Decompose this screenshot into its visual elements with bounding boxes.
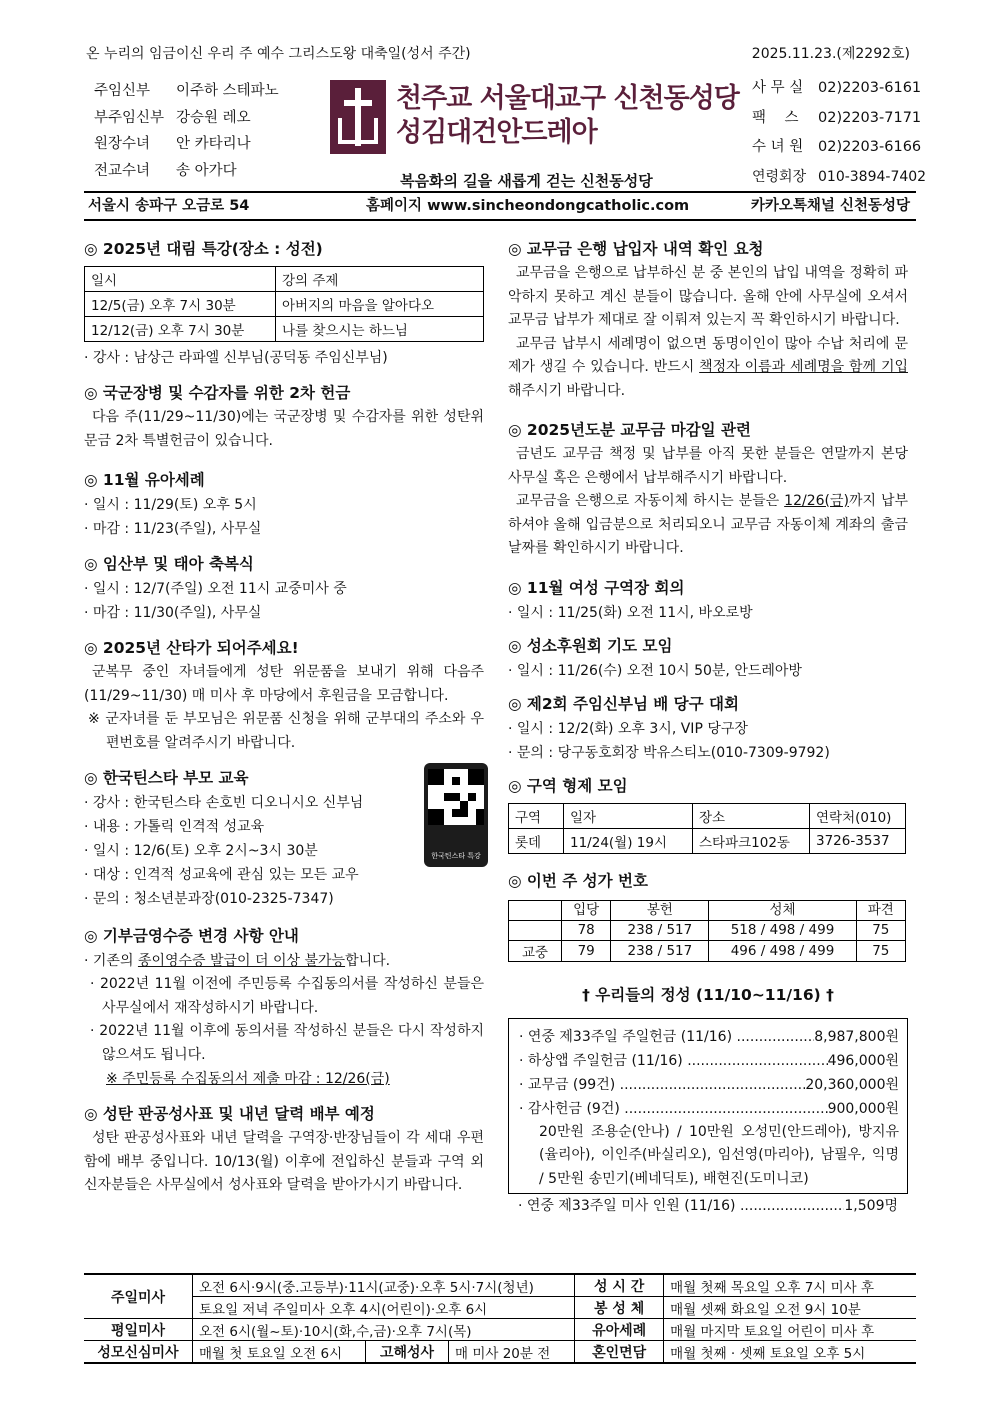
text: 해주시기 바랍니다. — [508, 382, 626, 399]
contact-value: 010-3894-7402 — [818, 168, 927, 185]
table-cell: 교중 — [509, 940, 562, 961]
offering-row — [519, 1073, 899, 1097]
table-row — [85, 292, 484, 317]
lecturer: · 강사 : 남상근 라파엘 신부님(공덕동 주임신부님) — [84, 350, 388, 366]
offering-amount: 900,000원 — [827, 1100, 899, 1117]
section-title: ◎ 성탄 판공성사표 및 내년 달력 배부 예정 — [84, 1105, 375, 1123]
address: 서울시 송파구 오금로 54 — [88, 198, 250, 214]
offering-label: · 하상앱 주일헌금 (11/16) ..... — [519, 1049, 828, 1073]
list-item: · 마감 : 11/30(주일), 사무실 — [84, 605, 262, 621]
contact-label: 팩 스 — [752, 109, 799, 126]
list-item — [84, 949, 484, 973]
schedule-label: 혼인면담 — [575, 1341, 664, 1364]
teens-block — [84, 765, 484, 915]
list-item: · 강사 : 한국틴스타 손호빈 디오니시오 신부님 — [84, 795, 364, 811]
contact-label: 연령회장 — [752, 168, 807, 185]
contact-row — [752, 74, 926, 104]
church-patron: 성김대건안드레아 — [396, 117, 597, 148]
table-cell: 아버지의 마음을 알아다오 — [276, 292, 484, 317]
staff-role: 주임신부 — [94, 83, 151, 99]
schedule-label: 주일미사 — [84, 1274, 193, 1319]
receipt-note: ※ 주민등록 수집동의서 제출 마감 : 12/26(금) — [106, 1071, 390, 1087]
table-header: 입당 — [562, 900, 611, 920]
schedule-label: 성모신심미사 — [84, 1341, 193, 1364]
staff-list — [94, 78, 279, 184]
left-column — [84, 236, 484, 1198]
table-row — [84, 1319, 916, 1341]
list-item: · 일시 : 11/29(토) 오후 5시 — [84, 497, 257, 513]
table-header: 성체 — [709, 900, 856, 920]
qr-code-icon — [428, 769, 484, 825]
schedule-value: 오전 6시·9시(중.고등부)·11시(교중)·오후 5시·7시(청년) — [193, 1274, 575, 1297]
list-item: · 일시 : 11/26(수) 오전 10시 50분, 안드레아방 — [508, 662, 802, 679]
feast-title: 온 누리의 임금이신 우리 주 예수 그리스도왕 대축일(성서 주간) — [86, 46, 471, 62]
offering-amount: 496,000원 — [827, 1052, 899, 1069]
list-item: · 일시 : 12/6(토) 오후 2시~3시 30분 — [84, 843, 318, 859]
table-row — [84, 1297, 916, 1319]
right-column — [508, 236, 908, 1218]
table-cell: 79 — [562, 940, 611, 961]
table-row — [84, 1341, 916, 1364]
underlined-text: 12/26(금) — [784, 493, 849, 509]
list-item: · 2022년 11월 이후에 동의서를 작성하신 분들은 다시 작성하지 않으셔도 됩니다. — [90, 1023, 484, 1063]
section-title: ◎ 성소후원회 기도 모임 — [508, 636, 673, 655]
staff-name: 송 아가다 — [176, 162, 237, 179]
table-row — [509, 940, 906, 961]
table-row — [509, 920, 906, 940]
staff-role: 전교수녀 — [94, 162, 151, 179]
schedule-value: 매 미사 20분 전 — [449, 1341, 575, 1364]
district-table — [508, 803, 906, 854]
offering-amount: 8,987,800원 — [814, 1028, 899, 1045]
schedule-value: 매월 첫째 목요일 오후 7시 미사 후 — [664, 1274, 916, 1297]
offering-amount: 20,360,000원 — [805, 1076, 899, 1093]
table-header-row — [509, 900, 906, 920]
text: 교무금을 은행으로 자동이체 하시는 분들은 — [516, 493, 785, 509]
list-item: · 일시 : 12/2(화) 오후 3시, VIP 당구장 — [508, 720, 748, 737]
contact-label: 수 녀 원 — [752, 139, 804, 155]
donor-list: 20만원 조용순(안나) / 10만원 오성민(안드레아), 방지유(율리아), 이인주(바실리오), 임선영(마리아), 남필우, 익명 / 5만원 송민기(베네딕토), 배현진(도미니코) — [539, 1123, 899, 1187]
list-item: · 2022년 11월 이전에 주민등록 수집동의서를 작성하신 분들은 사무실에서 재작성하시기 바랍니다. — [90, 976, 484, 1016]
table-row — [509, 828, 906, 853]
section-title: ◎ 국군장병 및 수감자를 위한 2차 헌금 — [84, 384, 351, 402]
staff-name: 이주하 스테파노 — [176, 83, 279, 99]
advent-table — [84, 266, 484, 342]
table-row — [84, 1274, 916, 1297]
table-cell: 238 / 517 — [611, 940, 709, 961]
staff-role: 원장수녀 — [94, 136, 151, 152]
table-header: 일시 — [85, 267, 276, 292]
offering-label: · 교무금 (99건) ..... — [519, 1073, 805, 1097]
offering-row — [519, 1025, 899, 1049]
homepage-link[interactable]: 홈페이지 www.sincheondongcatholic.com — [366, 198, 690, 214]
section-body: 성탄 판공성사표와 내년 달력을 구역장·반장님들이 각 세대 우편함에 배부 중입니다. 10/13(월) 이후에 전입하신 분들과 구역 외 신자분들은 사무실에서 성사표와 달력을 받아가시기 바랍니다. — [84, 1130, 484, 1193]
offering-row — [519, 1097, 899, 1121]
table-header-row — [509, 803, 906, 828]
staff-role: 부주임신부 — [94, 109, 165, 126]
contact-value: 02)2203-7171 — [818, 109, 922, 126]
divider — [84, 219, 916, 221]
section-body: 금년도 교무금 책정 및 납부를 아직 못한 분들은 연말까지 본당 사무실 혹은 은행에서 납부해주시기 바랍니다. — [508, 446, 908, 486]
contact-list — [752, 74, 926, 192]
list-item: · 일시 : 11/25(화) 오전 11시, 바오로방 — [508, 604, 753, 621]
section-title: ◎ 이번 주 성가 번호 — [508, 871, 648, 890]
table-cell: 11/24(월) 19시 — [564, 828, 693, 853]
text: 까지 납부하셔야 올해 입금분으로 처리되오니 교무금 자동이체 계좌의 출금 날짜를 확인하시기 바랍니다. — [508, 493, 908, 556]
offering-label: · 감사헌금 (9건) ..... — [519, 1097, 828, 1121]
section-body — [508, 333, 908, 404]
table-cell: 75 — [856, 920, 905, 940]
table-header: 파견 — [856, 900, 905, 920]
section-title: ◎ 구역 형제 모임 — [508, 776, 628, 795]
schedule-value: 토요일 저녁 주일미사 오후 4시(어린이)·오후 6시 — [193, 1297, 575, 1319]
church-name: 천주교 서울대교구 신천동성당 — [396, 83, 739, 114]
attendance-row — [508, 1194, 908, 1218]
contact-value: 02)2203-6166 — [818, 139, 922, 155]
text: 교무금 납부시 세례명이 없으면 동명이인이 많아 수납 처리에 문제가 생길 수 있습니다. 반드시 — [508, 335, 908, 375]
list-item: · 일시 : 12/7(주일) 오전 11시 교중미사 중 — [84, 581, 347, 597]
list-item: · 마감 : 11/23(주일), 사무실 — [84, 521, 262, 537]
table-cell: 3726-3537 — [810, 828, 906, 853]
issue-date: 2025.11.23.(제2292호) — [751, 46, 910, 62]
kakao-channel[interactable]: 카카오톡채널 신천동성당 — [750, 198, 910, 214]
schedule-label: 유아세례 — [575, 1319, 664, 1341]
table-cell: 518 / 498 / 499 — [709, 920, 856, 940]
divider — [84, 191, 916, 193]
church-slogan: 복음화의 길을 새롭게 걷는 신천동성당 — [400, 172, 653, 190]
table-row — [85, 317, 484, 342]
table-header: 연락처(010) — [810, 803, 906, 828]
table-header: 강의 주제 — [276, 267, 484, 292]
table-cell: 나를 찾으시는 하느님 — [276, 317, 484, 342]
staff-name: 안 카타리나 — [176, 136, 251, 152]
contact-row — [752, 163, 926, 193]
section-title: ◎ 2025년 대림 특강(장소 : 성전) — [84, 240, 323, 258]
offerings-box — [508, 1018, 908, 1195]
schedule-value: 매월 셋째 화요일 오전 9시 10분 — [664, 1297, 916, 1319]
mass-schedule-table — [84, 1273, 916, 1364]
underlined-text: 책정자 이름과 세례명을 함께 기입 — [699, 359, 908, 375]
qr-code-card[interactable] — [424, 763, 488, 867]
contact-row — [752, 133, 926, 163]
table-header: 일자 — [564, 803, 693, 828]
table-cell: 스타파크102동 — [693, 828, 810, 853]
table-cell: 78 — [562, 920, 611, 940]
table-header: 구역 — [509, 803, 564, 828]
attendance-label: · 연중 제33주일 미사 인원 (11/16) ..... — [518, 1194, 844, 1218]
schedule-label: 평일미사 — [84, 1319, 193, 1341]
schedule-value: 오전 6시(월~토)·10시(화,수,금)·오후 7시(목) — [193, 1319, 575, 1341]
section-body: 교무금을 은행으로 납부하신 분 중 본인의 납입 내역을 정확히 파악하지 못하고 계신 분들이 많습니다. 올해 안에 사무실에 오셔서 교무금 납부가 제대로 잘 이뤄져 있는지 꼭 확인하시기 바랍니다. — [508, 265, 908, 328]
schedule-label: 고해성사 — [366, 1341, 449, 1364]
staff-row — [94, 158, 279, 185]
table-cell: 롯데 — [509, 828, 564, 853]
contact-row — [752, 104, 926, 134]
section-title: ◎ 2025년 산타가 되어주세요! — [84, 639, 299, 657]
list-item: · 문의 : 당구동호회장 박유스티노(010-7309-9792) — [508, 744, 830, 761]
church-logo-icon — [330, 80, 386, 154]
table-cell: 238 / 517 — [611, 920, 709, 940]
schedule-value: 매월 첫째 · 셋째 토요일 오후 5시 — [664, 1341, 916, 1364]
section-title: ◎ 11월 유아세례 — [84, 471, 205, 489]
schedule-label: 성 시 간 — [575, 1274, 664, 1297]
schedule-value: 매월 마지막 토요일 어린이 미사 후 — [664, 1319, 916, 1341]
table-cell: 12/12(금) 오후 7시 30분 — [85, 317, 276, 342]
staff-row — [94, 78, 279, 105]
attendance-value: 1,509명 — [844, 1198, 898, 1214]
table-cell: 75 — [856, 940, 905, 961]
text: · 기존의 — [84, 953, 138, 969]
qr-caption: 한국틴스타 특강 — [431, 852, 481, 860]
table-cell — [509, 920, 562, 940]
section-title: ◎ 기부금영수증 변경 사항 안내 — [84, 927, 299, 945]
section-title: ◎ 임산부 및 태아 축복식 — [84, 555, 254, 573]
list-item: · 문의 : 청소년분과장(010-2325-7347) — [84, 891, 334, 907]
section-title: ◎ 한국틴스타 부모 교육 — [84, 769, 249, 787]
offering-label: · 연중 제33주일 주일헌금 (11/16) ..... — [519, 1025, 814, 1049]
section-note: ※ 군자녀를 둔 부모님은 위문품 신청을 위해 군부대의 주소와 우편번호를 알려주시기 바랍니다. — [88, 711, 484, 751]
table-header: 장소 — [693, 803, 810, 828]
section-title: ◎ 11월 여성 구역장 회의 — [508, 578, 685, 597]
list-item: · 내용 : 가톨릭 인격적 성교육 — [84, 819, 265, 835]
section-title: ◎ 2025년도분 교무금 마감일 관련 — [508, 421, 751, 439]
section-body: 다음 주(11/29~11/30)에는 국군장병 및 수감자를 위한 성탄위문금 2차 특별헌금이 있습니다. — [84, 409, 484, 449]
contact-value: 02)2203-6161 — [818, 80, 922, 96]
section-title: ◎ 교무금 은행 납입자 내역 확인 요청 — [508, 240, 764, 258]
schedule-label: 봉 성 체 — [575, 1297, 664, 1319]
underlined-text: 종이영수증 발급이 더 이상 불가능 — [137, 953, 346, 969]
offerings-title: † 우리들의 정성 (11/10~11/16) † — [582, 985, 834, 1004]
section-title: ◎ 제2회 주임신부님 배 당구 대회 — [508, 694, 739, 713]
staff-row — [94, 131, 279, 158]
table-cell: 496 / 498 / 499 — [709, 940, 856, 961]
table-header — [509, 900, 562, 920]
schedule-value: 매월 첫 토요일 오전 6시 — [193, 1341, 366, 1364]
staff-row — [94, 105, 279, 132]
table-cell: 12/5(금) 오후 7시 30분 — [85, 292, 276, 317]
section-body: 군복무 중인 자녀들에게 성탄 위문품을 보내기 위해 다음주(11/29~11/30) 매 미사 후 마당에서 후원금을 모금합니다. — [84, 664, 484, 704]
offering-row — [519, 1049, 899, 1073]
table-header: 봉헌 — [611, 900, 709, 920]
hymn-table — [508, 900, 906, 962]
staff-name: 강승원 레오 — [176, 109, 251, 126]
text: 합니다. — [345, 953, 391, 969]
section-body — [508, 490, 908, 561]
list-item: · 대상 : 인격적 성교육에 관심 있는 모든 교우 — [84, 867, 359, 883]
contact-label: 사 무 실 — [752, 80, 804, 96]
